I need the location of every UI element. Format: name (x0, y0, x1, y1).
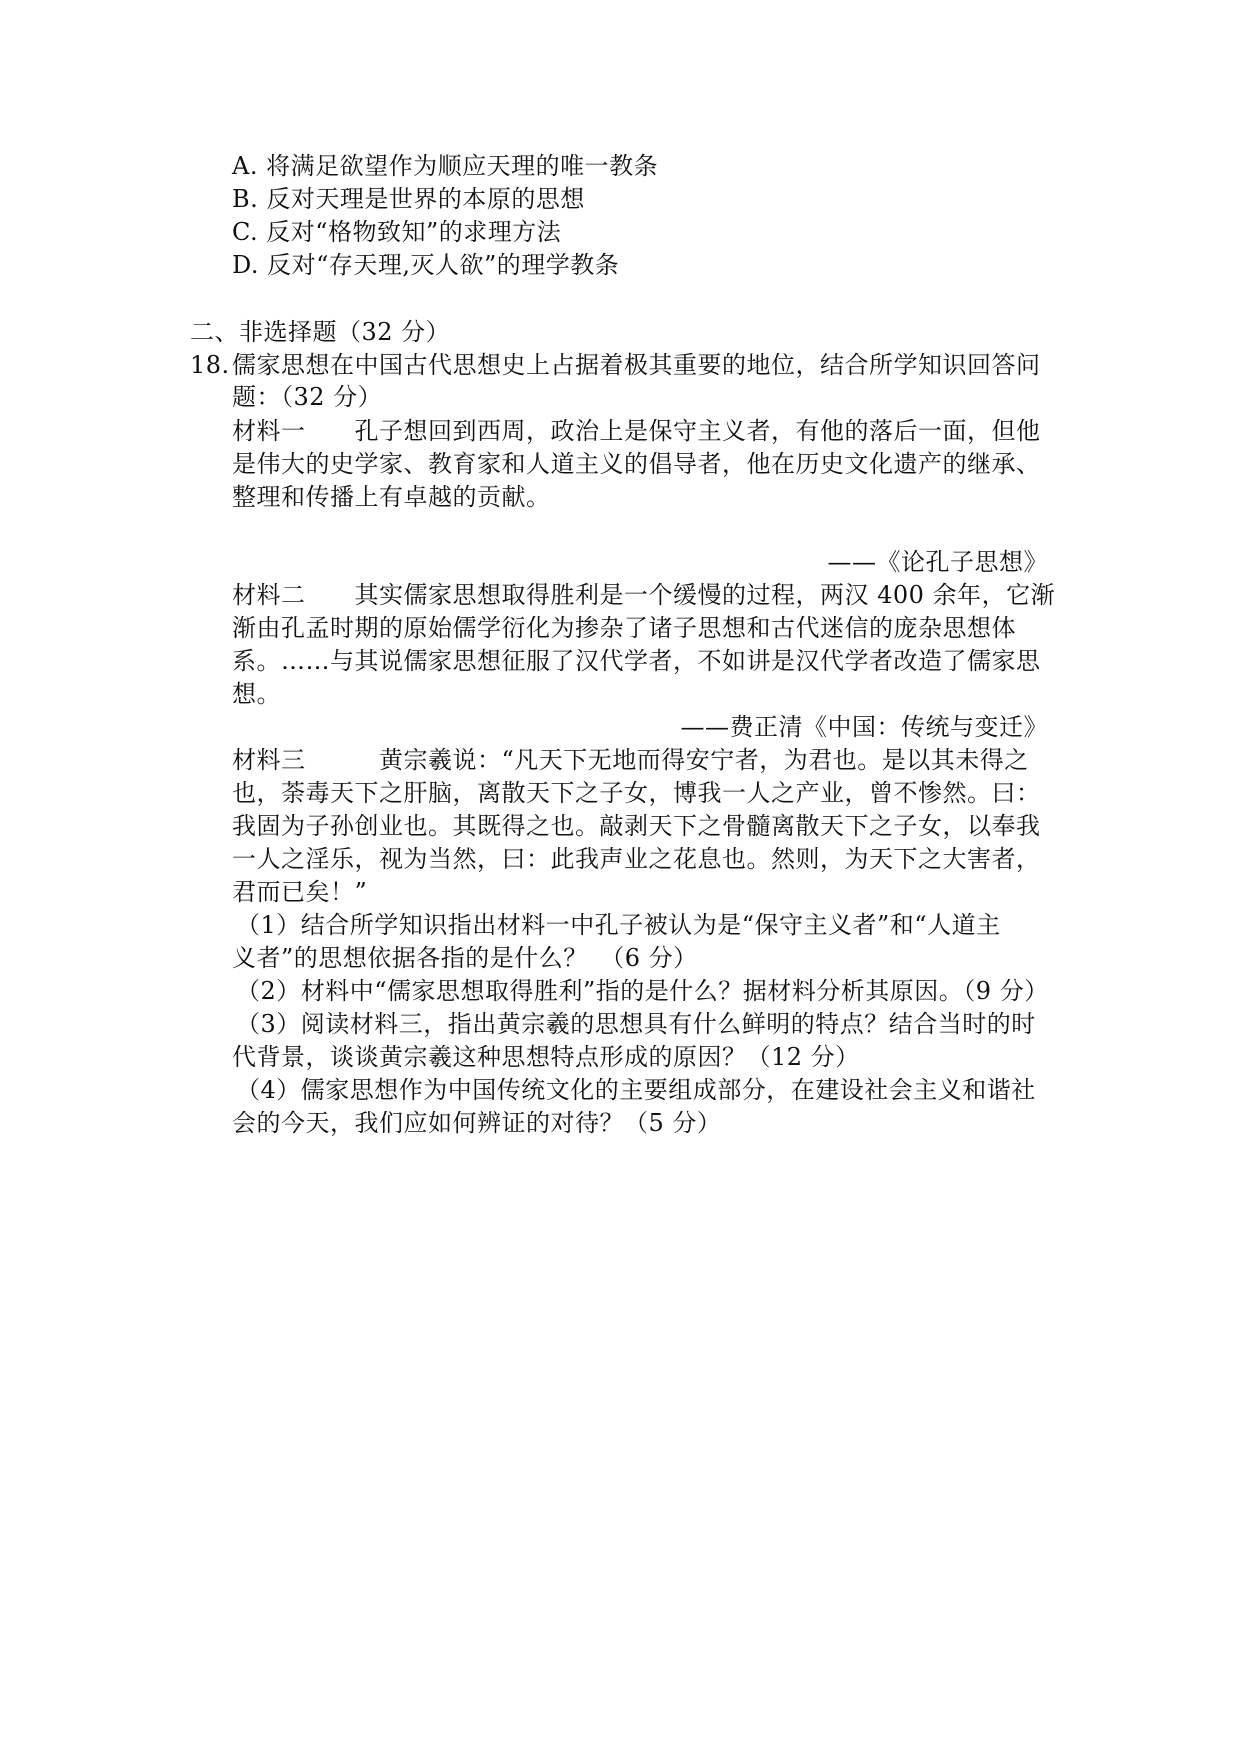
material2-line-2: 渐由孔孟时期的原始儒学衍化为掺杂了诸子思想和古代迷信的庞杂思想体 (232, 614, 1016, 642)
material1-line-3: 整理和传播上有卓越的贡献。 (232, 483, 551, 511)
material1-line-2: 是伟大的史学家、教育家和人道主义的倡导者，他在历史文化遗产的继承、 (232, 450, 1041, 478)
sub-question-2: （2）材料中“儒家思想取得胜利”指的是什么？据材料分析其原因。（9 分） (236, 977, 1049, 1005)
material3-line-1: 材料三 黄宗羲说：“凡天下无地而得安宁者，为君也。是以其未得之 (232, 746, 1029, 774)
sub-question-4-line-2: 会的今天，我们应如何辨证的对待？（5 分） (232, 1109, 722, 1137)
material3-line-5: 君而已矣！” (232, 878, 368, 906)
material2-line-4: 想。 (232, 680, 281, 708)
material3-line-4: 一人之淫乐，视为当然，曰：此我声业之花息也。然则，为天下之大害者， (232, 845, 1041, 873)
sub-question-4-line-1: （4）儒家思想作为中国传统文化的主要组成部分，在建设社会主义和谐社 (236, 1076, 1036, 1104)
option-b: B. 反对天理是世界的本原的思想 (232, 185, 585, 213)
sub-question-3-line-1: （3）阅读材料三，指出黄宗羲的思想具有什么鲜明的特点？结合当时的时 (236, 1010, 1036, 1038)
question-text-line-1: 儒家思想在中国古代思想史上占据着极其重要的地位，结合所学知识回答问 (232, 351, 1041, 379)
sub-question-1-line-1: （1）结合所学知识指出材料一中孔子被认为是“保守主义者”和“人道主 (236, 911, 1001, 939)
material2-source: ——费正清《中国：传统与变迁》 (680, 713, 1048, 741)
question-number: 18. (190, 351, 230, 379)
question-text-line-2: 题：（32 分） (232, 383, 383, 411)
material2-line-3: 系。……与其说儒家思想征服了汉代学者，不如讲是汉代学者改造了儒家思 (232, 647, 1041, 675)
option-c: C. 反对“格物致知”的求理方法 (232, 218, 562, 246)
option-a: A. 将满足欲望作为顺应天理的唯一教条 (232, 152, 659, 180)
option-d: D. 反对“存天理,灭人欲”的理学教条 (232, 251, 620, 279)
material1-line-1: 材料一 孔子想回到西周，政治上是保守主义者，有他的落后一面，但他 (232, 417, 1041, 445)
material2-line-1: 材料二 其实儒家思想取得胜利是一个缓慢的过程，两汉 400 余年，它渐 (232, 581, 1056, 609)
sub-question-3-line-2: 代背景，谈谈黄宗羲这种思想特点形成的原因？（12 分） (232, 1043, 860, 1071)
material3-line-3: 我固为子孙创业也。其既得之也。敲剥天下之骨髓离散天下之子女，以奉我 (232, 812, 1041, 840)
material1-source: ——《论孔子思想》 (827, 548, 1048, 576)
section-title: 二、非选择题（32 分） (190, 318, 451, 346)
sub-question-1-line-2: 义者”的思想依据各指的是什么？ （6 分） (232, 944, 698, 972)
material3-line-2: 也，荼毒天下之肝脑，离散天下之子女，博我一人之产业，曾不惨然。曰： (232, 779, 1041, 807)
